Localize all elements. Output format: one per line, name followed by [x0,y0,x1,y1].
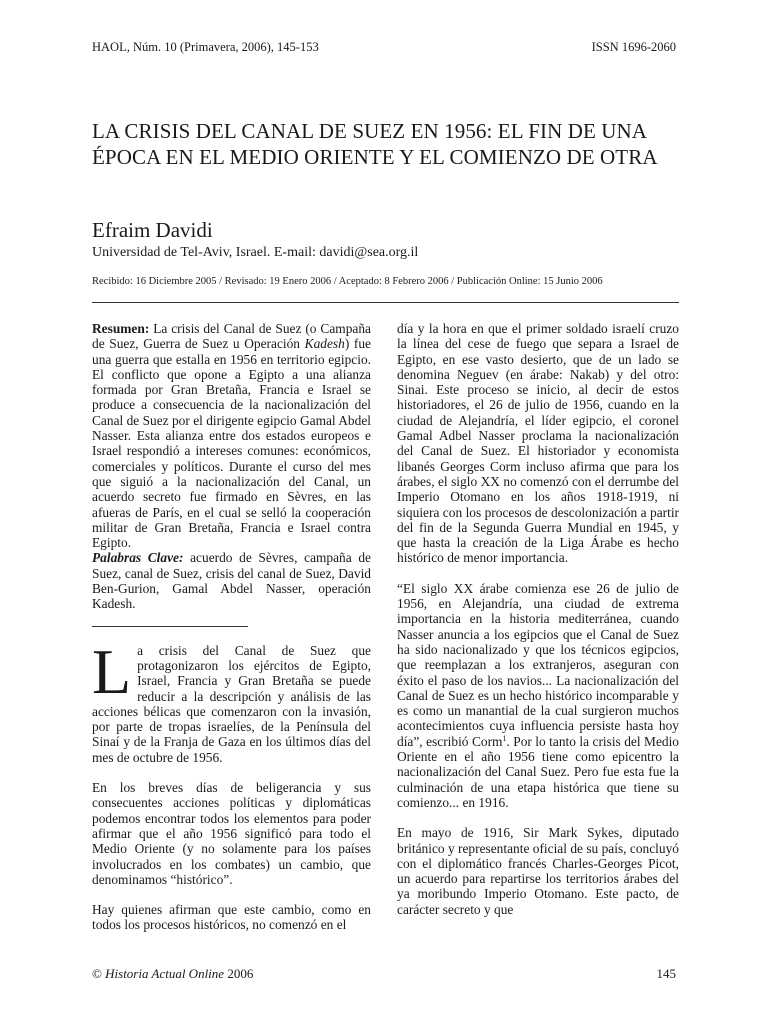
author-affiliation: Universidad de Tel-Aviv, Israel. E-mail: davidi@sea.org.il [92,245,419,260]
article-title: LA CRISIS DEL CANAL DE SUEZ EN 1956: EL FIN DE UNA ÉPOCA EN EL MEDIO ORIENTE Y EL COMIENZO DE OTRA [92,119,658,169]
body-paragraph-6: En mayo de 1916, Sir Mark Sykes, diputado británico y representante oficial de su país, concluyó con el diplomático francés Charles-Georges Picot, un acuerdo para repartirse los territorios árabes del ya moribundo Imperio Otomano. Este pacto, de carácter secreto y que [397,825,679,917]
keywords-text: acuerdo de Sèvres, campaña de Suez, canal de Suez, crisis del canal de Suez, David Ben-Gurion, Gamal Abdel Nasser, operación Kadesh. [92,550,371,612]
body-paragraph-1 [92,635,371,765]
body-paragraph-2: En los breves días de beligerancia y sus consecuentes acciones políticas y diplomáticas podemos encontrar todos los elementos para poder afirmar que el año 1956 significó para todo el Medio Oriente (y no solamente para los países involucrados en los combates) un cambio, que denominamos “histórico”. [92,780,371,887]
abstract-divider [92,626,248,627]
author-name: Efraim Davidi [92,218,213,242]
abstract-text-2: ) fue una guerra que estalla en 1956 en territorio egipcio. El conflicto que opone a Egipto a una alianza formada por Gran Bretaña, Francia e Israel se produce a consecuencia de la nacionalización del Canal de Suez por el dirigente egipcio Gamal Abdel Nasser. Esta alianza entre dos estados europeos e Israel respondió a intereses comunes: económicos, comerciales y políticos. Durante el curso del mes que siguió a la nacionalización del Canal, un acuerdo secreto fue firmado en Sèvres, en las afueras de París, en el cual se selló la cooperación militar de Gran Bretaña, Francia e Israel contra Egipto. [92,336,372,551]
abstract-text-1: La crisis del Canal de Suez (o Campaña de Suez, Guerra de Suez u Operación [92,321,371,352]
header-divider [92,302,679,303]
drop-cap: L [92,635,132,707]
abstract [92,321,371,550]
abstract-label: Resumen: [92,321,150,336]
running-header [92,40,676,60]
keywords-label: Palabras Clave: [92,550,184,566]
footnote-ref-1[interactable]: 1 [502,733,507,743]
body-paragraph-5-text: . Por lo tanto la crisis del Medio Oriente en el año 1956 tiene como epicentro la nacionalización del Canal Suez. Pero fue esta fue la culminación de una etapa histórica que tiene su comienzo... en 1916. [397,733,679,810]
publication-name: Historia Actual Online [105,966,225,981]
body-paragraph-4: día y la hora en que el primer soldado israelí cruzo la línea del cese de fuego que separa a Israel de Egipto, en ese vasto desierto, que de un lado se denomina Neguev (en árabe: Nakab) y del otro: Sinai. Este proceso se inicio, al decir de estos historiadores, el 26 de julio de 1956, cuando en la ciudad de Alejandría, el líder egipcio, el coronel Gamal Adbel Nasser proclama la nacionalización del Canal de Suez. El historiador y economista libanés Georges Corm incluso afirma que para los árabes, el siglo XX no comenzó con el derrumbe del Imperio Otomano en los años 1918-1919, ni siquiera con los procesos de descolonización a partir del fin de la Segunda Guerra Mundial en 1945, y que hasta la creación de la Liga Árabe es hecho histórico de menor importancia. [397,321,679,566]
journal-citation: HAOL, Núm. 10 (Primavera, 2006), 145-153 [92,40,319,54]
body-quote-paragraph [397,581,679,810]
right-column [397,321,679,917]
page-number: 145 [656,966,676,981]
footer-publication [92,966,253,982]
page-footer [92,966,676,984]
left-column [92,321,371,933]
body-paragraph-3: Hay quienes afirman que este cambio, como en todos los procesos históricos, no comenzó en el [92,902,371,933]
keywords [92,550,371,611]
body-paragraph-1-text: a crisis del Canal de Suez que protagonizaron los ejércitos de Egipto, Israel, Francia y Gran Bretaña se puede reducir a la descripción y análisis de las acciones bélicas que comenzaron con la invasión, por parte de tropas israelíes, de la Península del Sinaí y de la Franja de Gaza en los últimos días del mes de octubre de 1956. [92,642,371,765]
publication-dates: Recibido: 16 Diciembre 2005 / Revisado: 19 Enero 2006 / Aceptado: 8 Febrero 2006 / Publicación Online: 15 Junio 2006 [92,276,603,287]
copyright-icon: © [92,966,102,981]
publication-year: 2006 [227,966,254,981]
corm-quote: “El siglo XX árabe comienza ese 26 de julio de 1956, en Alejandría, una ciudad de extrema importancia en la historia mediterránea, cuando Nasser anuncia a los egipcios que el Canal de Suez ha sido nacionalizado y que los técnicos egipcios, que reemplazan a los extranjeros, aseguran con éxito el paso de los navios... La nacionalización del Canal de Suez es un hecho histórico incomparable y es como un manantial de la cual surgieron muchos acontecimientos cuya influencia persiste hasta hoy día”, escribió Corm [397,580,679,749]
abstract-kadesh: Kadesh [304,336,345,352]
issn: ISSN 1696-2060 [591,40,676,54]
